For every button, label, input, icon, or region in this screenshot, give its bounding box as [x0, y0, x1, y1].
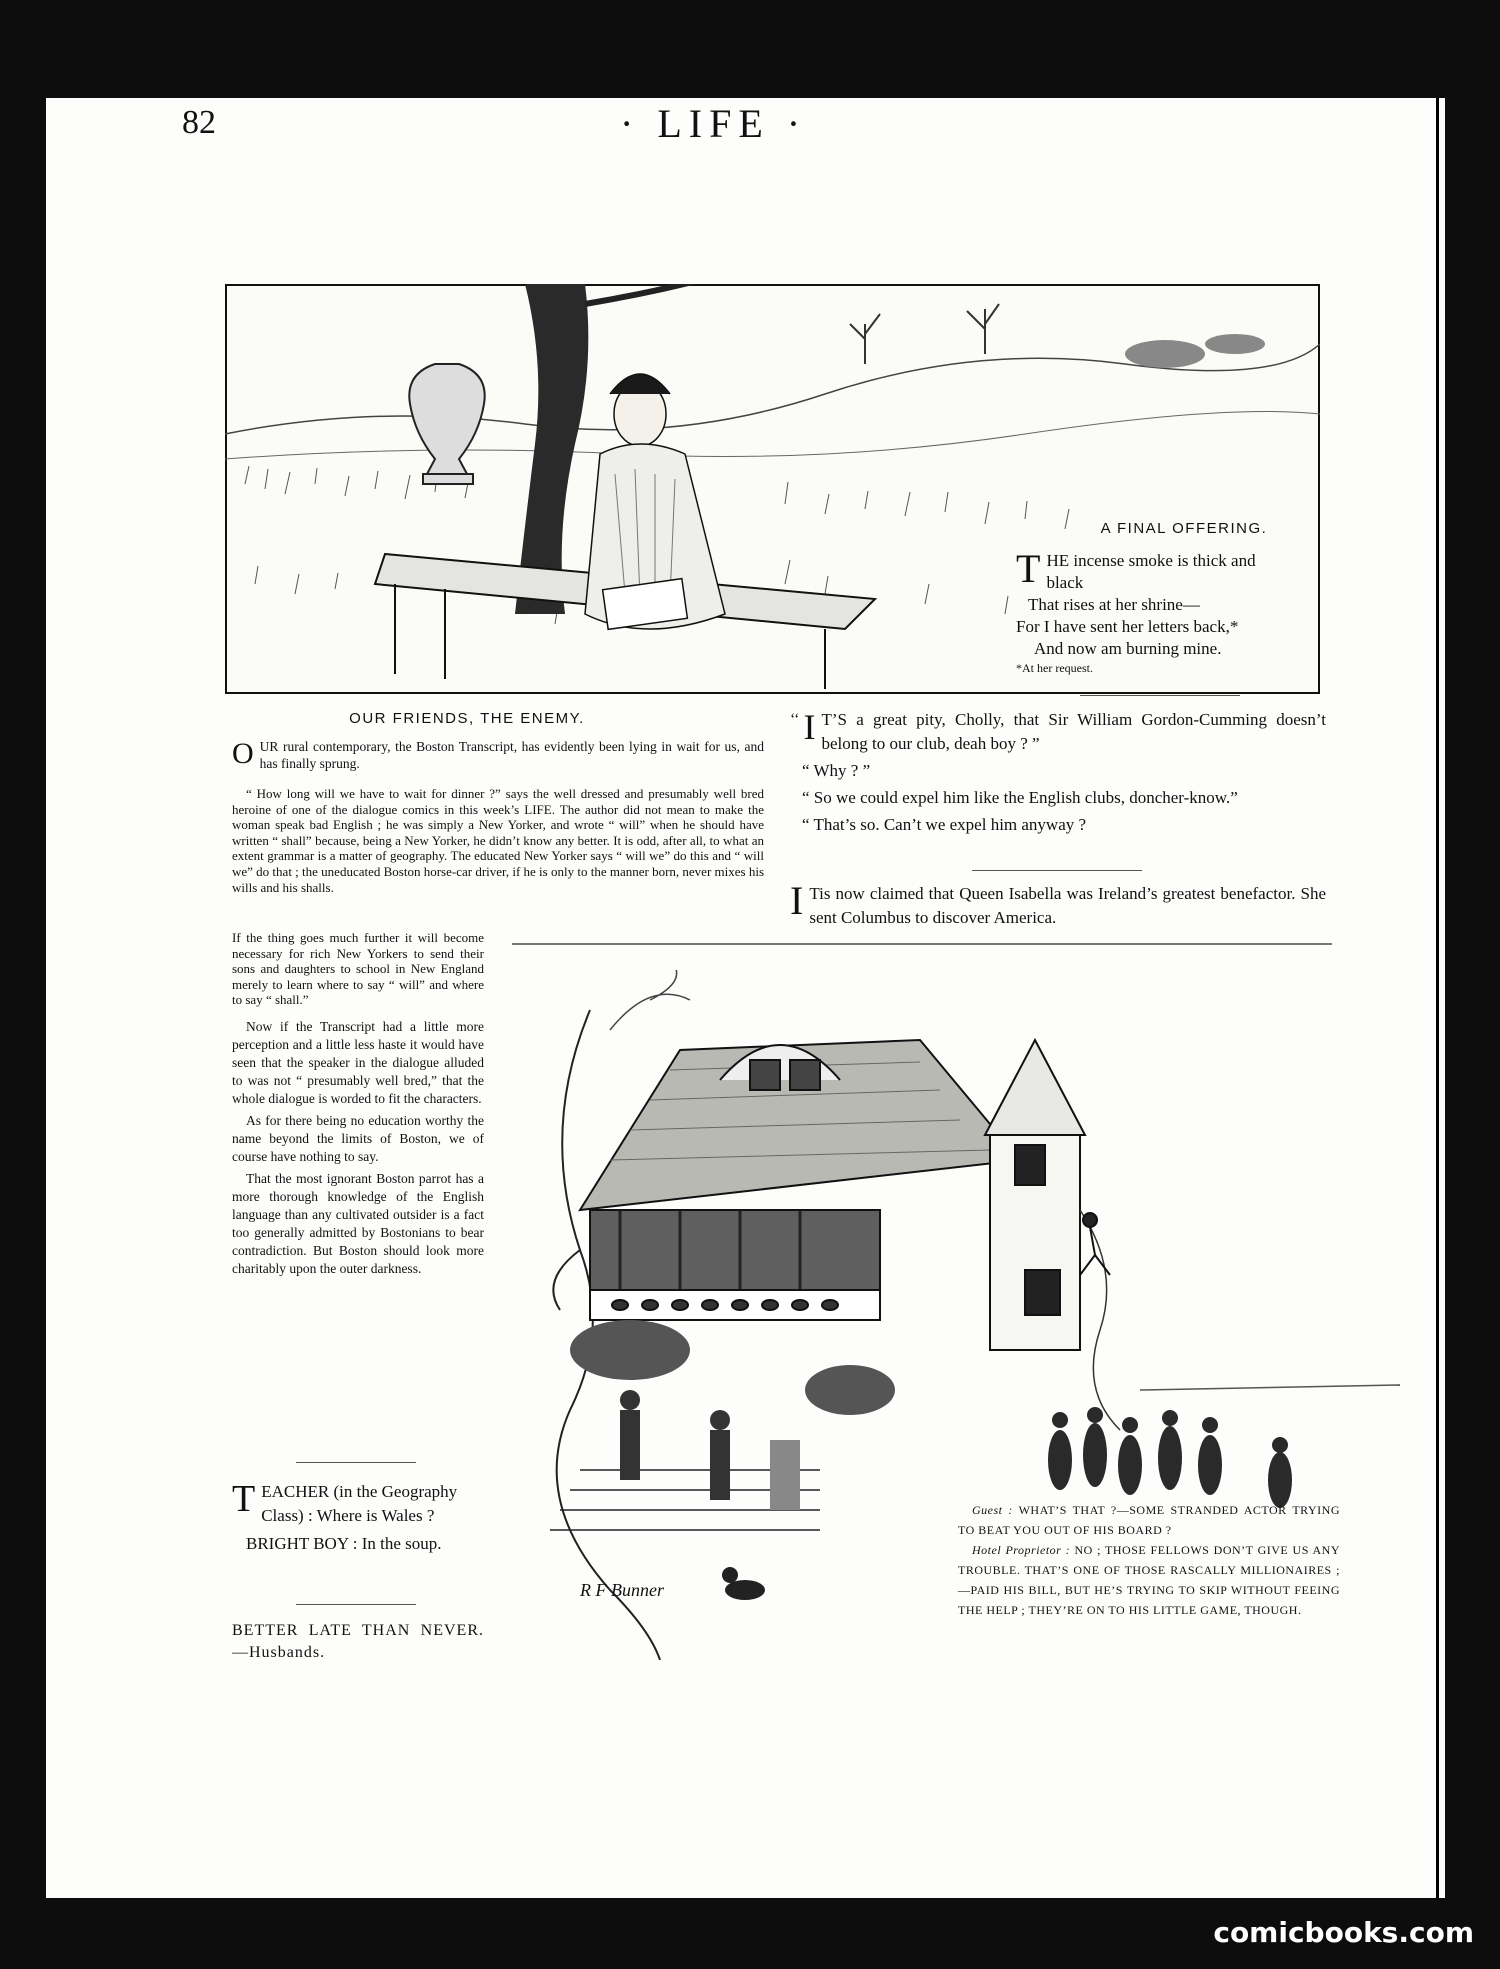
- isabella-text: Tis now claimed that Queen Isabella was Ireland’s greatest benefactor. She sent Columbus to discover America.: [809, 884, 1326, 927]
- caption-hotel: [958, 1540, 1340, 1620]
- cholly-line: “ So we could expel him like the English clubs, doncher-know.”: [802, 788, 1238, 807]
- section-divider: [1080, 695, 1240, 696]
- section-divider: [972, 870, 1142, 871]
- masthead-title: · LIFE ·: [620, 101, 808, 146]
- poem-drop-cap: T: [1016, 546, 1041, 591]
- article-para-1: [232, 786, 764, 897]
- article-intro-text: UR rural contemporary, the Boston Transcript, has evidently been lying in wait for us, and has finally sprung.: [259, 739, 764, 771]
- open-quote: ‘‘: [790, 711, 800, 728]
- better-late-quip: BETTER LATE THAN NEVER.—Husbands.: [232, 1622, 484, 1661]
- cholly-line: “ That’s so. Can’t we expel him anyway ?: [802, 815, 1087, 834]
- poem-line: For I have sent her letters back,*: [1016, 617, 1239, 636]
- adjacent-page-edge: [1436, 98, 1445, 1898]
- teacher-drop-cap: T: [232, 1478, 256, 1520]
- cholly-dialogue: [790, 708, 1326, 840]
- isabella-drop-cap: I: [790, 878, 804, 923]
- caption-guest: [958, 1500, 1340, 1540]
- article-paragraph: “ How long will we have to wait for dinner ?” says the well dressed and presumably well bred heroine of one of the dialogue comics in this week’s LIFE. The author did not mean to make the woman speak bad English ; he was simply a New Yorker, and wrote “ will” when he should have written “ shall” because, being a New Yorker, he didn’t know any better. It is odd, after all, to what an extent grammar is a matter of geography. The educated New Yorker says “ will we” do this and “ will we” do that ; the uneducated Boston horse-car driver, if he is only to the manner born, never mixes his wills and his shalls.: [232, 786, 764, 895]
- climbing-figure: [1080, 1213, 1110, 1275]
- poem-line: That rises at her shrine—: [1028, 595, 1200, 614]
- article-paragraph: Now if the Transcript had a little more perception and a little less haste it would have seen that the speaker in the dialogue alluded to was not “ presumably well bred,” that the whole dialogue is worded to fit the characters.: [232, 1018, 484, 1106]
- article-intro: [232, 738, 764, 774]
- caption-hotel-text: NO ; THOSE FELLOWS DON’T GIVE US ANY TROUBLE. THAT’S ONE OF THOSE RASCALLY MILLIONAIRES ;—PAID HIS BILL, BUT HE’S TRYING TO SKIP WITHOUT FEEING THE HELP ; THEY’RE ON TO HIS LITTLE GAME, THOUGH.: [958, 1543, 1341, 1617]
- article-paragraph: If the thing goes much further it will become necessary for rich New Yorkers to send their sons and daughters to school in New England merely to learn where to say “ will” and where to say “ shall.”: [232, 930, 484, 1008]
- cartoon-caption: [958, 1500, 1340, 1620]
- teacher-answer: BRIGHT BOY : In the soup.: [246, 1534, 442, 1553]
- teacher-line: EACHER (in the Geography Class) : Where is Wales ?: [261, 1482, 458, 1525]
- crowd-figures: [1048, 1407, 1292, 1508]
- article-title: OUR FRIENDS, THE ENEMY.: [349, 710, 585, 727]
- site-watermark: comicbooks.com: [1213, 1916, 1474, 1949]
- poem-line: black: [1046, 573, 1084, 592]
- poem-title: A FINAL OFFERING.: [1100, 520, 1268, 537]
- caption-guest-text: WHAT’S THAT ?—SOME STRANDED ACTOR TRYING TO BEAT YOU OUT OF HIS BOARD ?: [958, 1503, 1340, 1537]
- cholly-line: “ Why ? ”: [802, 761, 871, 780]
- poem-footnote: *At her request.: [1016, 661, 1093, 675]
- cholly-line: T’S a great pity, Cholly, that Sir William Gordon-Cumming doesn’t belong to our club, deah boy ? ”: [821, 710, 1326, 753]
- page-number: 82: [182, 104, 216, 141]
- hotel-building: [580, 1040, 1085, 1350]
- article-left-column: [232, 930, 484, 1282]
- poem-line: HE incense smoke is thick and: [1046, 551, 1256, 570]
- dog-figure: [722, 1567, 765, 1600]
- section-divider: [296, 1462, 416, 1463]
- caption-guest-label: Guest :: [972, 1503, 1013, 1517]
- standing-figures: [620, 1390, 800, 1510]
- poem-body: [1016, 546, 1328, 676]
- cholly-drop-cap: I: [803, 707, 816, 747]
- section-divider: [512, 943, 1332, 945]
- poem-line: And now am burning mine.: [1034, 639, 1222, 658]
- article-paragraph: As for there being no education worthy the name beyond the limits of Boston, we of course have nothing to say.: [232, 1112, 484, 1164]
- caption-hotel-label: Hotel Proprietor :: [972, 1543, 1071, 1557]
- artist-signature: R F Bunner: [580, 1580, 664, 1600]
- isabella-quip: [790, 878, 1326, 933]
- article-paragraph: That the most ignorant Boston parrot has a more thorough knowledge of the English language than any cultivated outsider is a fact too generally admitted by Bostonians to bear contradiction. But Boston should look more charitably upon the outer darkness.: [232, 1170, 484, 1276]
- article-drop-cap: O: [232, 737, 254, 770]
- teacher-joke: [232, 1480, 484, 1560]
- section-divider: [296, 1604, 416, 1605]
